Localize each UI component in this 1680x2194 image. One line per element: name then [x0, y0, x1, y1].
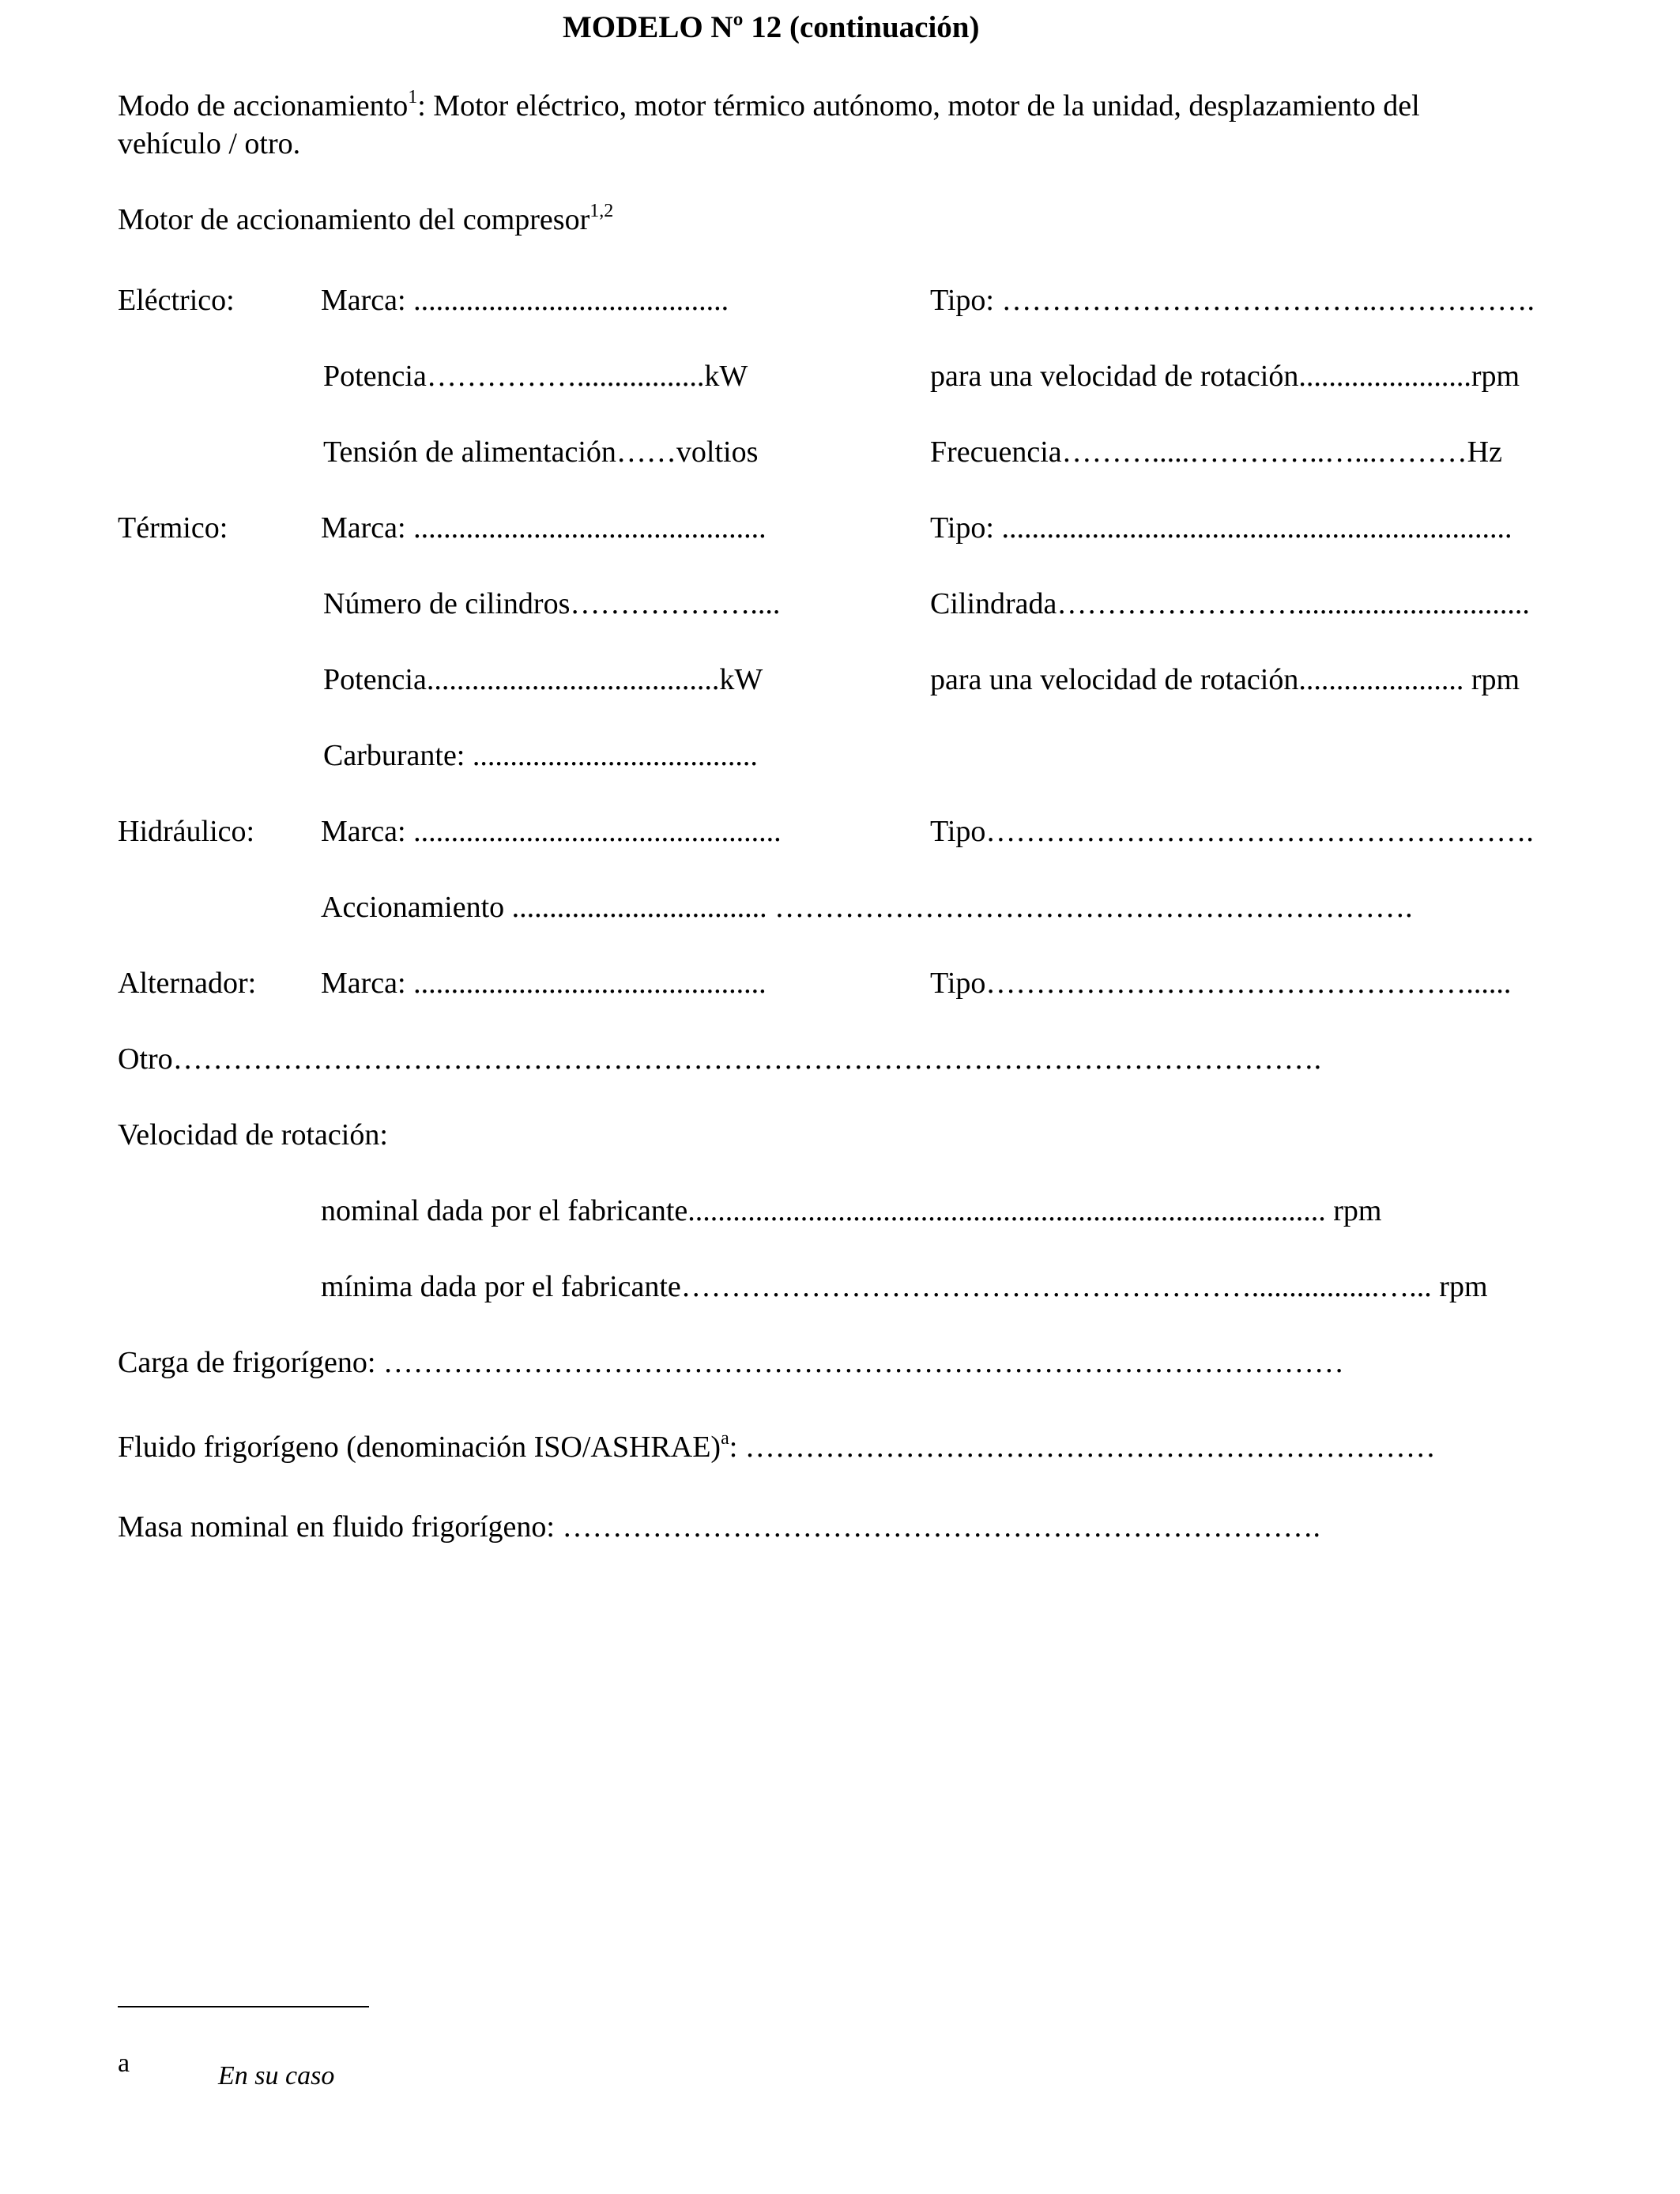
alternator-label: Alternador:: [118, 967, 257, 1000]
thermal-displacement-field[interactable]: Cilindrada……………………...............................: [930, 587, 1530, 620]
other-field[interactable]: Otro…………………………………………………………………………………………………….: [118, 1042, 1322, 1076]
footnote-ref-1-2: 1,2: [590, 201, 614, 221]
hydraulic-brand-field[interactable]: Marca: .................................................: [321, 815, 782, 848]
electric-rotation-speed-field[interactable]: para una velocidad de rotación.......................rpm: [930, 360, 1520, 393]
electric-type-field[interactable]: Tipo: ………………………………..…………….: [930, 284, 1535, 317]
footnote-ref-1: 1: [408, 87, 418, 107]
electric-power-field[interactable]: Potencia…………….................kW: [323, 360, 748, 393]
thermal-brand-field[interactable]: Marca: ...............................................: [321, 511, 767, 545]
thermal-cylinders-field[interactable]: Número de cilindros………………....: [323, 587, 781, 620]
drive-mode-label: Modo de accionamiento: [118, 89, 409, 123]
nominal-speed-field[interactable]: nominal dada por el fabricante..................................................................................... rpm: [321, 1194, 1382, 1227]
minimum-speed-field[interactable]: mínima dada por el fabricante………………………………………………….................…... rpm: [321, 1270, 1488, 1303]
footnote-mark: a: [118, 2049, 130, 2078]
hydraulic-label: Hidráulico:: [118, 815, 255, 848]
thermal-label: Térmico:: [118, 511, 228, 545]
thermal-power-field[interactable]: Potencia.......................................kW: [323, 663, 763, 696]
electric-voltage-field[interactable]: Tensión de alimentación……voltios: [323, 435, 759, 469]
rotation-speed-label: Velocidad de rotación:: [118, 1118, 388, 1152]
thermal-type-field[interactable]: Tipo: ....................................................................: [930, 511, 1512, 545]
thermal-fuel-field[interactable]: Carburante: ......................................: [323, 739, 758, 772]
drive-mode-line-1: [118, 87, 1420, 123]
alternator-brand-field[interactable]: Marca: ...............................................: [321, 967, 767, 1000]
refrigerant-charge-field[interactable]: Carga de frigorígeno: ……………………………………………………………………………………: [118, 1346, 1344, 1379]
hydraulic-drive-field[interactable]: Accionamiento .................................. ……………………………………………………….: [321, 891, 1413, 924]
refrigerant-fluid-field[interactable]: [118, 1428, 1436, 1464]
footnote-divider: [118, 2006, 369, 2007]
page-title: MODELO Nº 12 (continuación): [563, 10, 980, 44]
electric-frequency-field[interactable]: Frecuencia……….....…………..…...………Hz: [930, 435, 1502, 469]
thermal-rotation-speed-field[interactable]: para una velocidad de rotación...................... rpm: [930, 663, 1520, 696]
footnote-text: En su caso: [218, 2061, 335, 2090]
hydraulic-type-field[interactable]: Tipo……………………………………………….: [930, 815, 1534, 848]
electric-label: Eléctrico:: [118, 284, 235, 317]
drive-mode-options: : Motor eléctrico, motor térmico autónomo, motor de la unidad, desplazamiento del: [417, 89, 1420, 123]
footnote-ref-a: a: [721, 1428, 729, 1449]
compressor-motor-heading: [118, 201, 614, 236]
refrigerant-fluid-label: Fluido frigorígeno (denominación ISO/ASHRAE): [118, 1431, 721, 1464]
compressor-motor-label: Motor de accionamiento del compresor: [118, 203, 590, 236]
alternator-type-field[interactable]: Tipo…………………………………………......: [930, 967, 1512, 1000]
drive-mode-line-2: vehículo / otro.: [118, 127, 301, 160]
electric-brand-field[interactable]: Marca: ..........................................: [321, 284, 729, 317]
refrigerant-mass-field[interactable]: Masa nominal en fluido frigorígeno: ………………………………………………………………….: [118, 1510, 1320, 1544]
refrigerant-fluid-dots: : ……………………………………………………………: [729, 1431, 1436, 1464]
